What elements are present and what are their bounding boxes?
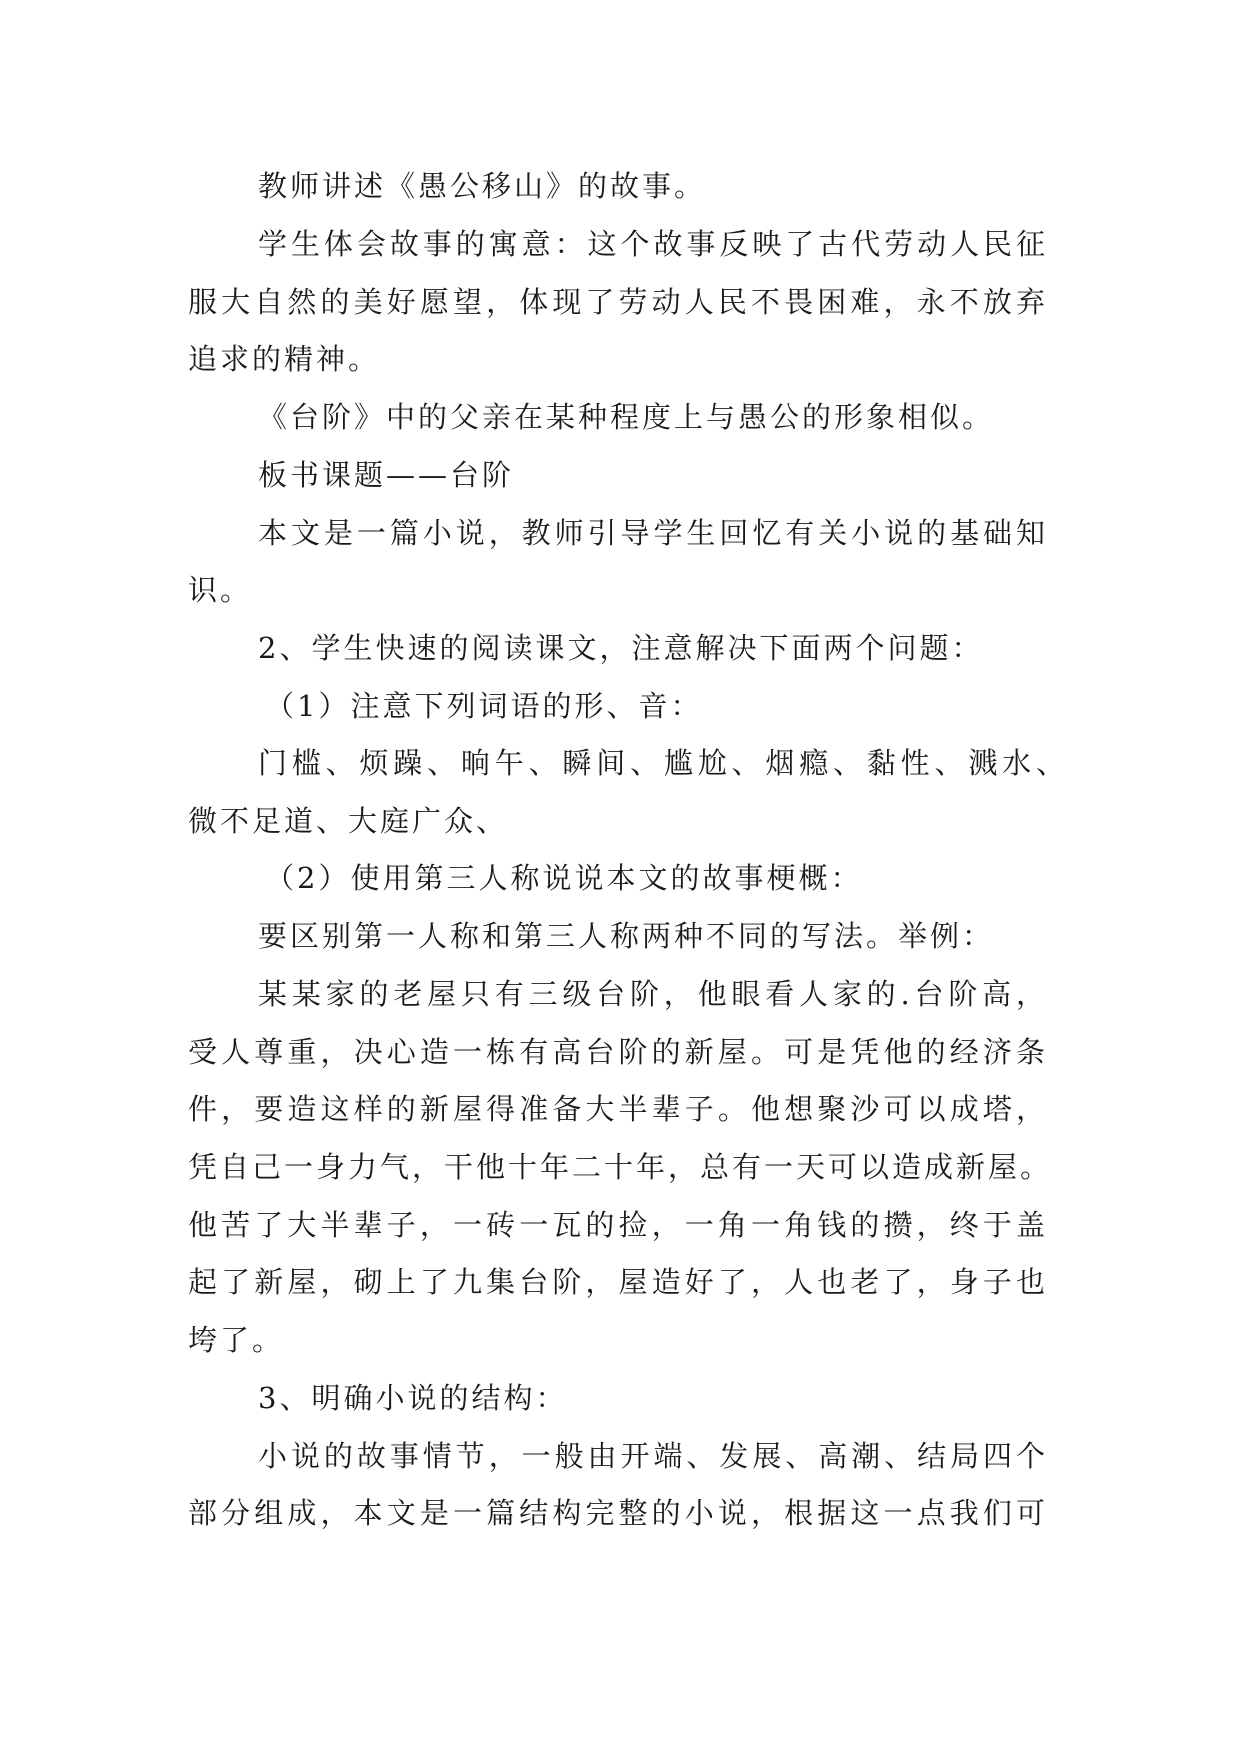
paragraph-line: （2）使用第三人称说说本文的故事梗概：	[265, 861, 863, 895]
paragraph-line: 门槛、烦躁、晌午、瞬间、尴尬、烟瘾、黏性、溅水、	[258, 746, 1068, 780]
paragraph-line: 他苦了大半辈子，一砖一瓦的捡，一角一角钱的攒，终于盖	[188, 1208, 1048, 1242]
paragraph-line: 某某家的老屋只有三级台阶，他眼看人家的.台阶高，	[258, 977, 1048, 1011]
paragraph-line: 微不足道、大庭广众、	[188, 804, 509, 838]
paragraph-line: 服大自然的美好愿望，体现了劳动人民不畏困难，永不放弃	[188, 285, 1048, 319]
paragraph-line: 部分组成，本文是一篇结构完整的小说，根据这一点我们可	[188, 1496, 1048, 1530]
paragraph-line: 追求的精神。	[188, 342, 381, 376]
paragraph-line: 起了新屋，砌上了九集台阶，屋造好了，人也老了，身子也	[188, 1265, 1048, 1299]
paragraph-line: 2、学生快速的阅读课文，注意解决下面两个问题：	[258, 631, 984, 665]
paragraph-line: 受人尊重，决心造一栋有高台阶的新屋。可是凭他的经济条	[188, 1035, 1048, 1069]
paragraph-line: 小说的故事情节，一般由开端、发展、高潮、结局四个	[258, 1439, 1048, 1473]
paragraph-line: 识。	[188, 573, 253, 607]
paragraph-line: 垮了。	[188, 1323, 285, 1357]
paragraph-line: 板书课题——台阶	[258, 458, 515, 492]
paragraph-line: 3、明确小说的结构：	[258, 1381, 568, 1415]
paragraph-line: 《台阶》中的父亲在某种程度上与愚公的形象相似。	[258, 400, 995, 434]
paragraph-line: 本文是一篇小说，教师引导学生回忆有关小说的基础知	[258, 516, 1048, 550]
paragraph-line: 要区别第一人称和第三人称两种不同的写法。举例：	[258, 919, 995, 953]
paragraph-line: 教师讲述《愚公移山》的故事。	[258, 169, 707, 203]
paragraph-line: 件，要造这样的新屋得准备大半辈子。他想聚沙可以成塔，	[188, 1092, 1048, 1126]
paragraph-line: 学生体会故事的寓意：这个故事反映了古代劳动人民征	[258, 227, 1048, 261]
paragraph-line: 凭自己一身力气，干他十年二十年，总有一天可以造成新屋。	[188, 1150, 1053, 1184]
paragraph-line: （1）注意下列词语的形、音：	[265, 689, 703, 723]
